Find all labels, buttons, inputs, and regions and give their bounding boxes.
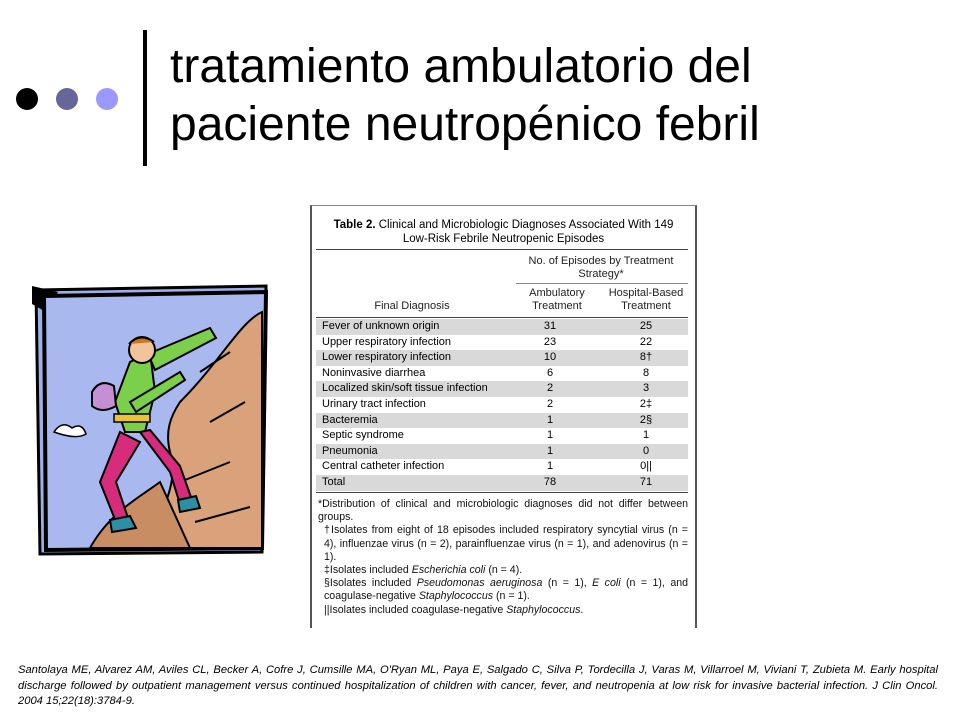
footnote-4-organism-2: E coli: [592, 577, 621, 590]
row-diagnosis: Urinary tract infection: [322, 398, 426, 410]
footnote-4-mid-2: (n = 1), and coagulase-negative: [324, 577, 689, 603]
row-ambulatory-count: 6: [546, 366, 554, 379]
table-row: [316, 444, 688, 460]
col-hospital-line-2: Treatment: [621, 300, 671, 312]
footnote-5: [318, 604, 688, 617]
row-hospital-count: 2§: [639, 413, 653, 426]
row-hospital-count: 22: [639, 335, 653, 348]
col-hospital: [602, 287, 690, 313]
table-row: [316, 366, 688, 382]
row-diagnosis: Total: [322, 476, 346, 488]
row-ambulatory-count: 1: [546, 444, 554, 457]
title-line-1: tratamiento ambulatorio del: [170, 40, 752, 93]
row-hospital-count: 2‡: [639, 398, 653, 410]
lavender-dot-icon: [96, 88, 118, 110]
row-hospital-count: 25: [639, 320, 653, 332]
table-row: [316, 381, 688, 397]
footnote-5-pre: ||Isolates included coagulase-negative: [324, 603, 507, 616]
col-ambulatory: [512, 287, 602, 313]
row-diagnosis: Localized skin/soft tissue infection: [322, 382, 488, 395]
table-row: [316, 335, 688, 351]
row-hospital-count: 8: [642, 366, 650, 379]
table-label: Table 2.: [333, 219, 376, 231]
row-diagnosis: Bacteremia: [322, 413, 378, 426]
footnote-4-pre: §Isolates included: [324, 577, 417, 590]
footnote-5-post: .: [580, 603, 584, 616]
row-ambulatory-count: 31: [543, 320, 557, 332]
row-diagnosis: Pneumonia: [322, 444, 378, 457]
decorative-dots: [16, 88, 126, 112]
row-ambulatory-count: 10: [543, 351, 557, 364]
row-hospital-count: 3: [642, 382, 650, 395]
row-ambulatory-count: 2: [546, 382, 554, 395]
group-header: [512, 255, 690, 281]
row-diagnosis: Central catheter infection: [322, 460, 445, 473]
table-row: [316, 428, 688, 444]
citation: Santolaya ME, Alvarez AM, Aviles CL, Becker A, Cofre J, Cumsille MA, O'Ryan ML, Paya E, Salgado C, Silva P, Tordecilla J, Varas M, Villarroel M, Viviani T, Zubieta M. Early hospital discharge followed by outpatient management versus continued hospitalization of children with cancer, fever, and neutropenia at low risk for invasive bacterial infection. J Clin Oncol. 2004 15;22(18):3784-9.: [18, 664, 938, 707]
footnote-3-post: (n = 4).: [485, 564, 523, 577]
col-ambulatory-line-1: Ambulatory: [529, 287, 585, 299]
title-line-2: paciente neutropénico febril: [170, 98, 760, 151]
table-row: [316, 475, 688, 491]
group-header-rule: [516, 283, 688, 284]
row-hospital-count: 1: [642, 429, 650, 442]
group-header-line-2: Strategy*: [578, 268, 624, 280]
black-dot-icon: [16, 88, 38, 110]
footnote-4-organism-3: Staphylococcus: [418, 590, 494, 603]
row-ambulatory-count: 1: [546, 429, 554, 442]
table-row: [316, 397, 688, 413]
row-diagnosis: Lower respiratory infection: [322, 351, 452, 364]
col-hospital-line-1: Hospital-Based: [608, 287, 684, 299]
table-row: [316, 350, 688, 366]
footnote-3-organism: Escherichia coli: [411, 564, 486, 577]
row-ambulatory-count: 2: [546, 398, 554, 410]
footnote-5-organism: Staphylococcus: [506, 603, 581, 616]
table-header-rule: [316, 317, 688, 318]
row-diagnosis: Septic syndrome: [322, 429, 404, 442]
footnote-4: [318, 577, 688, 603]
diagnoses-table: [310, 205, 697, 628]
row-ambulatory-count: 23: [543, 335, 557, 348]
footnote-1: *Distribution of clinical and microbiologic diagnoses did not differ between groups.: [318, 498, 688, 524]
purple-dot-icon: [56, 88, 78, 110]
slide-title: [170, 38, 930, 154]
footnote-2: †Isolates from eight of 18 episodes included respiratory syncytial virus (n = 4), influenzae virus (n = 2), parainfluenzae virus (n = 1), and adenovirus (n = 1).: [324, 524, 688, 563]
group-header-line-1: No. of Episodes by Treatment: [528, 255, 674, 267]
climber-clipart: [30, 282, 270, 558]
caption-line-1: Clinical and Microbiologic Diagnoses Associated With 149: [375, 219, 674, 231]
table-rule-bottom: [316, 492, 688, 493]
caption-line-2: Low-Risk Febrile Neutropenic Episodes: [402, 233, 605, 245]
table-rule-top: [316, 249, 688, 250]
row-hospital-count: 8†: [639, 351, 653, 364]
col-ambulatory-line-2: Treatment: [532, 300, 582, 312]
title-divider: [143, 30, 147, 166]
row-diagnosis: Fever of unknown origin: [322, 320, 440, 332]
table-row: [316, 459, 688, 475]
row-ambulatory-count: 78: [543, 476, 557, 488]
row-hospital-count: 0||: [640, 460, 652, 473]
table-footnotes: [318, 498, 688, 617]
footnote-3: [318, 564, 688, 577]
footnote-3-pre: ‡Isolates included: [324, 564, 412, 577]
row-diagnosis: Noninvasive diarrhea: [322, 366, 426, 379]
table-caption: [312, 218, 695, 246]
table-row: [316, 319, 688, 335]
row-ambulatory-count: 1: [546, 413, 554, 426]
row-hospital-count: 71: [639, 476, 653, 488]
footnote-4-mid: (n = 1),: [542, 577, 593, 590]
footnote-4-post: (n = 1).: [493, 590, 530, 603]
row-ambulatory-count: 1: [546, 460, 554, 473]
footnote-4-organism-1: Pseudomonas aeruginosa: [416, 577, 543, 590]
row-hospital-count: 0: [642, 444, 650, 457]
table-row: [316, 413, 688, 429]
col-diagnosis: Final Diagnosis: [374, 300, 450, 312]
row-diagnosis: Upper respiratory infection: [322, 335, 452, 348]
